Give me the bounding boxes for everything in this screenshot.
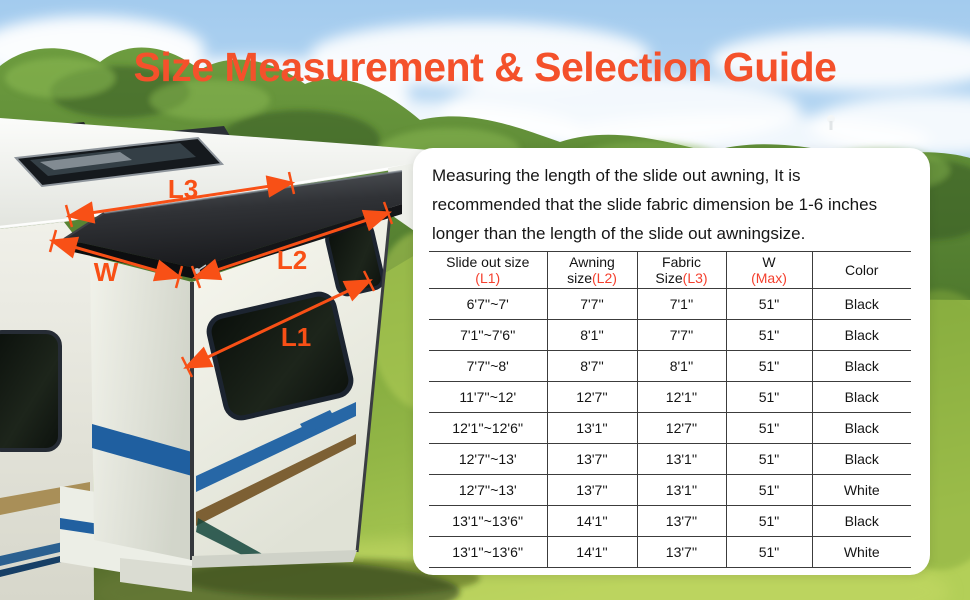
page-title: Size Measurement & Selection Guide [133,44,837,90]
table-cell: 13'7'' [547,475,637,506]
table-cell: 13'7'' [637,537,726,568]
dimension-label-w: W [93,257,119,287]
size-table-body [429,289,911,568]
table-cell: 13'1'' [637,475,726,506]
table-cell: 51" [726,413,812,444]
table-cell: Black [812,413,911,444]
table-row [429,382,911,413]
column-header: Slide out size (L1) [446,254,530,286]
table-cell: 51" [726,320,812,351]
table-cell: 13'7'' [547,444,637,475]
table-cell: 14'1'' [547,506,637,537]
table-cell: 14'1'' [547,537,637,568]
table-cell: White [812,475,911,506]
table-cell: 51" [726,444,812,475]
table-cell: 13'1'' [547,413,637,444]
table-cell: 7'7'' [547,289,637,320]
measurement-description: Measuring the length of the slide out awning, It is recommended that the slide fabric dimension be 1-6 inches longer than the length of the slide out awningsize. [432,166,878,243]
table-row [429,413,911,444]
column-header: Fabric Size(L3) [637,252,726,289]
table-cell: Black [812,320,911,351]
table-cell: 8'7'' [547,351,637,382]
table-cell: 12'7'' [547,382,637,413]
table-row [429,444,911,475]
table-header-row [429,252,911,289]
table-cell: 12'7''~13' [458,482,517,498]
table-cell: 51" [726,382,812,413]
table-cell: 7'1''~7'6'' [460,327,516,343]
table-cell: 6'7''~7' [466,296,509,312]
table-cell: 13'1'' [637,444,726,475]
table-cell: 13'1''~13'6'' [452,544,524,560]
table-cell: 12'7''~13' [458,451,517,467]
table-cell: 13'1''~13'6'' [452,513,524,529]
table-cell: White [812,537,911,568]
table-cell: 8'1'' [637,351,726,382]
table-cell: 8'1'' [547,320,637,351]
trailer-window [0,332,60,450]
slide-out-left-face [90,256,192,560]
table-row [429,289,911,320]
table-cell: 12'7'' [637,413,726,444]
table-cell: 7'1'' [637,289,726,320]
table-cell: 51" [726,506,812,537]
table-cell: Black [812,444,911,475]
table-cell: 12'1''~12'6'' [452,420,524,436]
dimension-label-l3: L3 [167,174,199,204]
table-cell: 13'7'' [637,506,726,537]
table-row [429,537,911,568]
table-cell: 51" [726,475,812,506]
table-row [429,351,911,382]
table-cell: 7'7''~8' [466,358,509,374]
table-cell: Black [812,289,911,320]
table-cell: 7'7'' [637,320,726,351]
table-cell: 51" [726,537,812,568]
dimension-label-l2: L2 [276,245,308,275]
table-cell: 51" [726,289,812,320]
column-header: Awning size(L2) [547,252,637,289]
column-header: Color [812,252,911,289]
table-row [429,320,911,351]
info-panel [413,148,930,575]
dimension-label-l1: L1 [280,322,312,352]
table-cell: Black [812,351,911,382]
table-cell: Black [812,506,911,537]
table-cell: 12'1'' [637,382,726,413]
table-row [429,475,911,506]
table-row [429,506,911,537]
table-cell: Black [812,382,911,413]
column-header: W (Max) [726,252,812,289]
size-table [429,251,911,568]
table-cell: 51" [726,351,812,382]
table-cell: 11'7''~12' [459,389,517,405]
